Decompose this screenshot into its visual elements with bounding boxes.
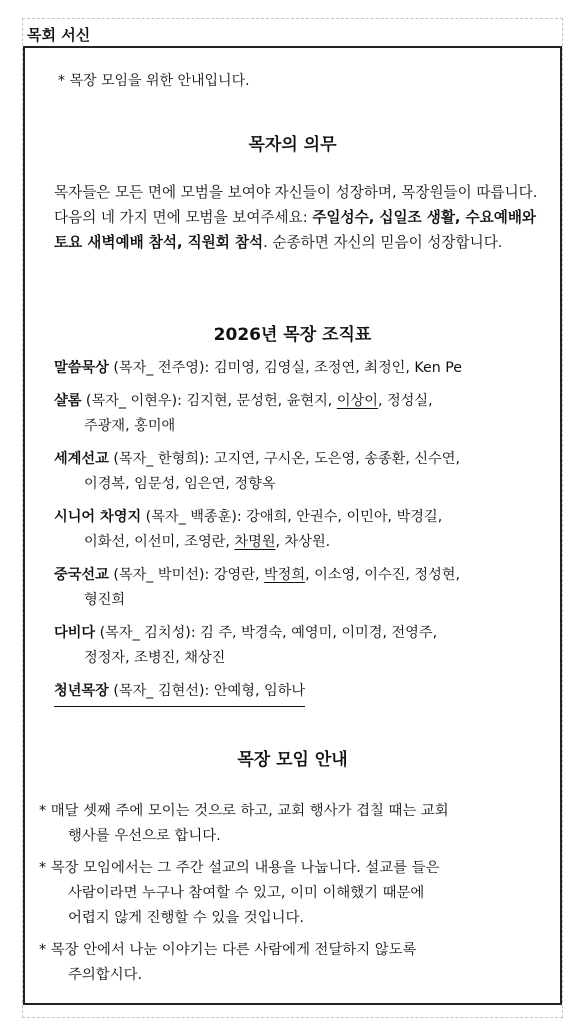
group-leader: (목자_ 이현우):	[81, 393, 187, 409]
meeting-item-line: * 목장 안에서 나눈 이야기는 다른 사람에게 전달하지 않도록	[39, 942, 417, 958]
group-members-cont: 형진희	[84, 592, 126, 608]
group-shalom	[54, 389, 559, 439]
meeting-item	[39, 856, 551, 931]
group-name: 말씀묵상	[54, 360, 109, 376]
meeting-item	[39, 799, 551, 849]
duty-text-after: . 순종하면 자신의 믿음이 성장합니다.	[263, 234, 503, 251]
group-members-cont: 주광재, 홍미애	[84, 418, 176, 434]
meeting-title: 목장 모임 안내	[237, 750, 348, 770]
group-name: 시니어 차영지	[54, 509, 142, 525]
group-leader: (목자_ 한형희):	[108, 451, 214, 467]
group-youth	[54, 679, 559, 707]
group-members: 이화선, 이선미, 조영란,	[84, 534, 235, 550]
duty-paragraph	[54, 180, 554, 255]
youth-underline-wrap	[54, 679, 305, 707]
group-members: 강애희, 안권수, 이민아, 박경길,	[246, 509, 443, 525]
group-china-mission	[54, 563, 559, 613]
group-name: 청년목장	[54, 683, 109, 699]
org-title: 2026년 목장 조직표	[213, 325, 372, 345]
duty-text-before: 목자들은 모든 면에 모범을 보여야 자신들이 성장하며, 목장원들이 따릅니다. 다음의 네 가지 면에 모범을 보여주세요:	[54, 184, 538, 226]
group-name: 세계선교	[54, 451, 109, 467]
group-name: 다비다	[54, 625, 96, 641]
meeting-item-line: * 매달 셋째 주에 모이는 것으로 하고, 교회 행사가 겹칠 때는 교회	[39, 803, 449, 819]
letter-card	[23, 46, 562, 1005]
underlined-member: 이상이	[336, 393, 378, 409]
meeting-item	[39, 938, 551, 988]
group-members: , 이소영, 이수진, 정성현,	[305, 567, 461, 583]
group-leader: (목자_ 백종훈):	[141, 509, 247, 525]
group-members: 안예형, 임하나	[213, 683, 306, 699]
underlined-member: 박정희	[263, 567, 306, 583]
group-leader: (목자_ 김현선):	[108, 683, 214, 699]
meeting-item-cont: 주의합시다.	[68, 967, 143, 983]
group-members: 김지현, 문성헌, 윤현지,	[186, 393, 337, 409]
meeting-item-cont: 행사를 우선으로 합니다.	[68, 828, 221, 844]
group-members: 강영란,	[213, 567, 264, 583]
intro-note: * 목장 모임을 위한 안내입니다.	[58, 73, 250, 89]
meeting-item-cont: 사람이라면 누구나 참여할 수 있고, 이미 이해했기 때문에	[68, 885, 425, 901]
group-members-cont	[54, 530, 559, 555]
meeting-item-cont: 어렵지 않게 진행할 수 있을 것입니다.	[68, 910, 304, 926]
group-members: , 정성실,	[377, 393, 433, 409]
group-members: 김미영, 김영실, 조정연, 최정인, Ken Pe	[213, 360, 462, 376]
group-members: 김 주, 박경숙, 예영미, 이미경, 전영주,	[200, 625, 438, 641]
duty-bold-text: 주일성수, 십일조 생활, 수요예배와 토요 새벽예배 참석, 직원회 참석	[54, 209, 537, 251]
underlined-member: 차명원	[234, 534, 276, 550]
group-tabitha	[54, 621, 559, 671]
group-name: 샬롬	[54, 393, 82, 409]
duty-title: 목자의 의무	[248, 135, 337, 155]
group-members-cont: 이경복, 임문성, 임은연, 정향옥	[84, 476, 276, 492]
group-members-cont: 정정자, 조병진, 채상진	[84, 650, 226, 666]
group-name: 중국선교	[54, 567, 109, 583]
group-members: , 차상원.	[275, 534, 331, 550]
section-label: 목회 서신	[27, 26, 91, 44]
org-roster	[54, 356, 559, 715]
group-senior	[54, 505, 559, 555]
meeting-item-line: * 목장 모임에서는 그 주간 설교의 내용을 나눕니다. 설교를 들은	[39, 860, 440, 876]
group-leader: (목자_ 전주영):	[108, 360, 214, 376]
group-members: 고지연, 구시온, 도은영, 송종환, 신수연,	[213, 451, 460, 467]
group-leader: (목자_ 박미선):	[108, 567, 214, 583]
group-leader: (목자_ 김치성):	[95, 625, 201, 641]
meeting-list	[39, 799, 551, 995]
group-world-mission	[54, 447, 559, 497]
group-malsseum	[54, 356, 559, 381]
